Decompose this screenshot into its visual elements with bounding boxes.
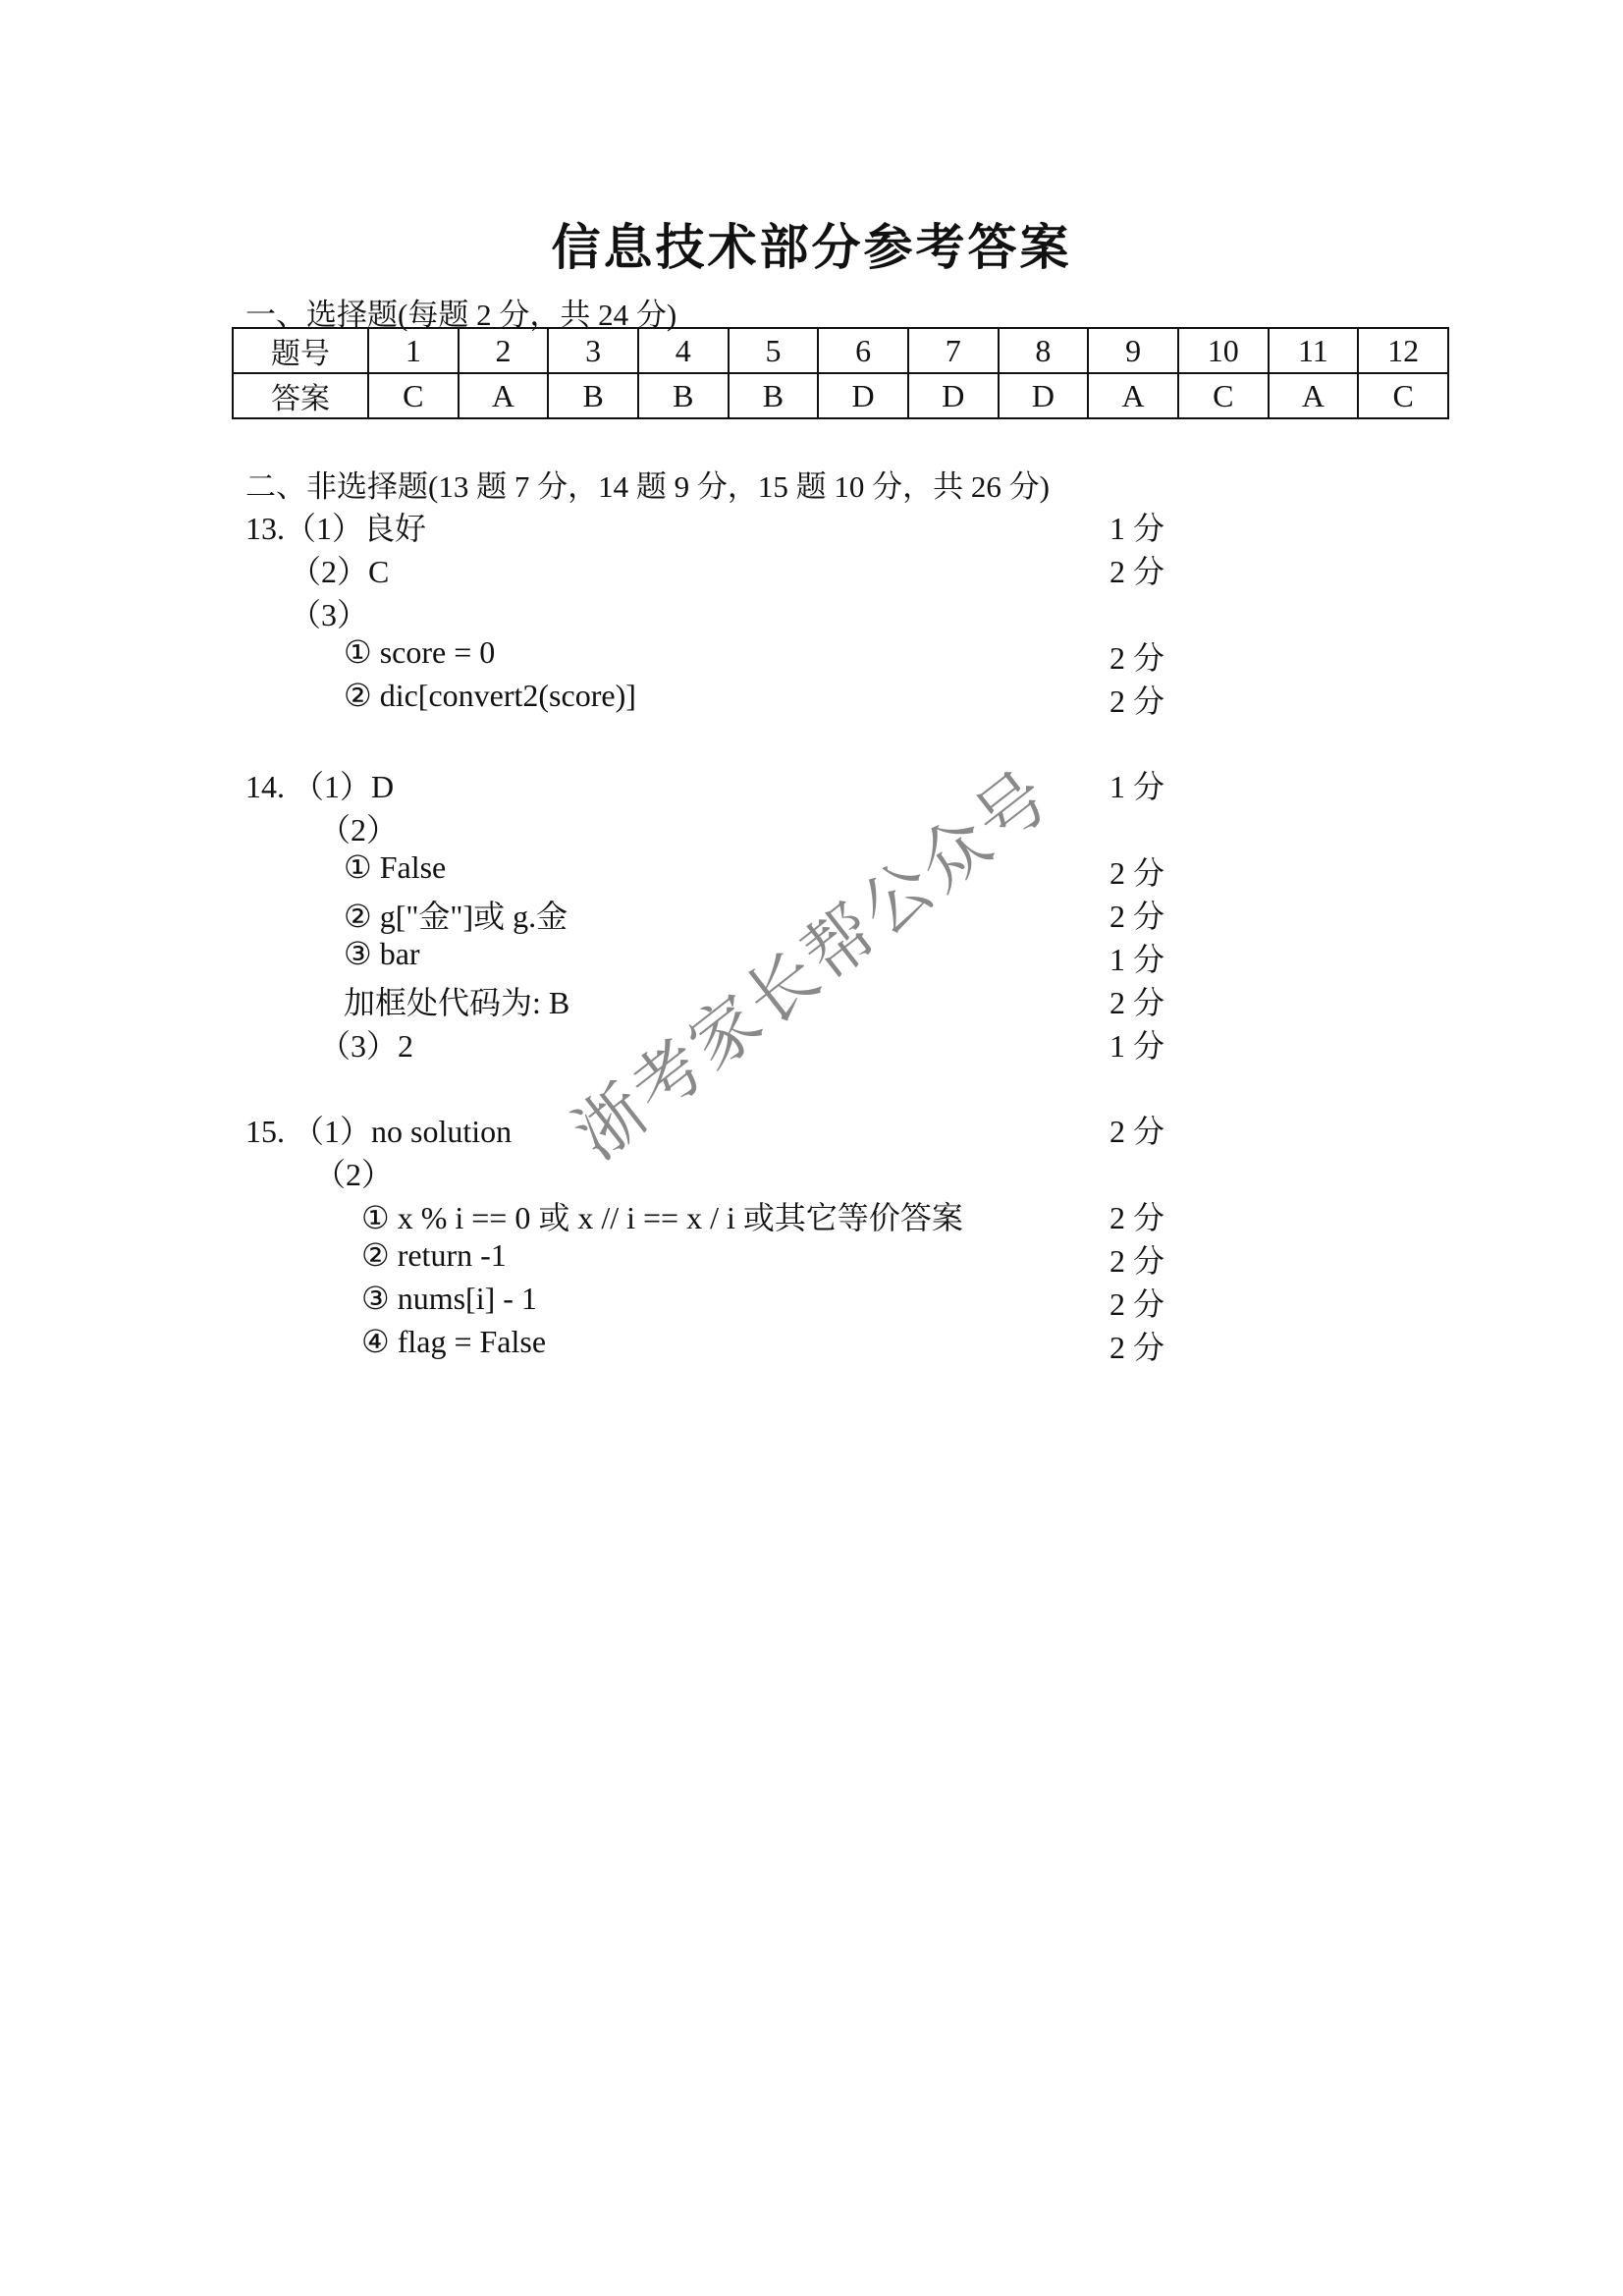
question-number: 9 <box>1088 328 1178 373</box>
answer-cell: C <box>368 373 459 418</box>
q15-part2-item2: ② return -1 <box>361 1237 507 1273</box>
q14-part2-item1-score: 2 分 <box>1109 855 1165 891</box>
question-number: 1 <box>368 328 459 373</box>
q13-part3-item1: ① score = 0 <box>344 634 496 670</box>
answer-table <box>232 327 1449 419</box>
q15-part1-score: 2 分 <box>1109 1114 1165 1149</box>
q15-part2-item3-score: 2 分 <box>1109 1286 1165 1322</box>
q14-part2-item2: ② g["金"]或 g.金 <box>344 899 568 934</box>
q13-part1: 13.（1）良好 <box>245 511 427 546</box>
answer-cell: C <box>1358 373 1448 418</box>
q15-part2: （2） <box>314 1157 394 1192</box>
question-number: 4 <box>638 328 729 373</box>
q14-part2-item1: ① False <box>344 849 447 885</box>
answer-row <box>233 373 1448 418</box>
q14-part3-score: 1 分 <box>1109 1028 1165 1064</box>
q14-part3: （3）2 <box>319 1028 414 1064</box>
q14-part2: （2） <box>319 812 399 847</box>
question-number: 8 <box>999 328 1089 373</box>
q13-part3: （3） <box>290 597 369 632</box>
q13-part2-score: 2 分 <box>1109 554 1165 589</box>
section1-heading: 一、选择题(每题 2 分，共 24 分) <box>245 298 677 332</box>
answer-cell: D <box>818 373 908 418</box>
answer-cell: B <box>638 373 729 418</box>
q14-boxed-code: 加框处代码为: B <box>344 985 570 1020</box>
answer-cell: A <box>1088 373 1178 418</box>
q14-part2-item3-score: 1 分 <box>1109 942 1165 977</box>
row-label-question: 题号 <box>233 328 368 373</box>
q15-part2-item4: ④ flag = False <box>361 1324 547 1359</box>
answer-cell: C <box>1178 373 1269 418</box>
question-number: 6 <box>818 328 908 373</box>
q15-part2-item1: ① x % i == 0 或 x // i == x / i 或其它等价答案 <box>361 1200 963 1235</box>
question-number: 3 <box>548 328 638 373</box>
q13-part3-item1-score: 2 分 <box>1109 640 1165 676</box>
q14-boxed-code-score: 2 分 <box>1109 985 1165 1020</box>
answer-cell: A <box>459 373 549 418</box>
answer-cell: D <box>999 373 1089 418</box>
question-number: 11 <box>1269 328 1359 373</box>
question-number: 10 <box>1178 328 1269 373</box>
q14-part2-item3: ③ bar <box>344 936 420 971</box>
q14-part2-item2-score: 2 分 <box>1109 899 1165 934</box>
section2-heading: 二、非选择题(13 题 7 分，14 题 9 分，15 题 10 分，共 26 分) <box>245 469 1050 504</box>
q13-part3-item2-score: 2 分 <box>1109 683 1165 719</box>
q15-part2-item2-score: 2 分 <box>1109 1243 1165 1279</box>
question-number: 2 <box>459 328 549 373</box>
question-number: 5 <box>729 328 819 373</box>
watermark: 浙考家长帮公众号 <box>559 753 1067 1175</box>
row-label-answer: 答案 <box>233 373 368 418</box>
question-number-row <box>233 328 1448 373</box>
q14-part1-score: 1 分 <box>1109 769 1165 804</box>
q15-part2-item3: ③ nums[i] - 1 <box>361 1281 537 1316</box>
q13-part2: （2）C <box>290 554 390 589</box>
page-title: 信息技术部分参考答案 <box>551 219 1072 276</box>
question-number: 12 <box>1358 328 1448 373</box>
q15-part2-item4-score: 2 分 <box>1109 1330 1165 1365</box>
q15-part2-item1-score: 2 分 <box>1109 1200 1165 1235</box>
answer-cell: B <box>548 373 638 418</box>
answer-cell: A <box>1269 373 1359 418</box>
q15-part1: 15. （1）no solution <box>245 1114 513 1149</box>
q13-part3-item2: ② dic[convert2(score)] <box>344 678 636 713</box>
answer-cell: B <box>729 373 819 418</box>
q14-part1: 14. （1）D <box>245 769 395 804</box>
question-number: 7 <box>908 328 999 373</box>
answer-cell: D <box>908 373 999 418</box>
q13-part1-score: 1 分 <box>1109 511 1165 546</box>
